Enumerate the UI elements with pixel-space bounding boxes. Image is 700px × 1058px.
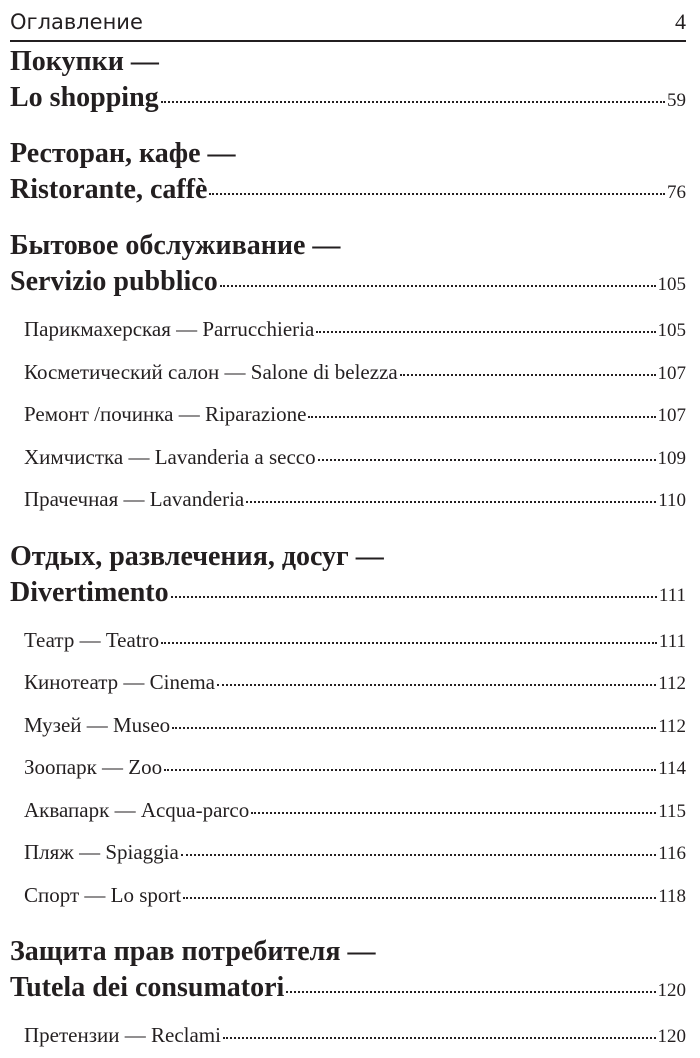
subsection-entry[interactable] [10,479,686,522]
section-title-it: Divertimento [10,576,169,608]
toc-section [10,934,686,1058]
subsection-list [10,309,686,522]
section-entry[interactable] [10,970,686,1009]
section-entry[interactable] [10,575,686,614]
toc-section [10,228,686,522]
section-page-number: 59 [667,90,686,111]
subsection-title: Зоопарк — Zoo [24,755,163,779]
section-title-ru: Бытовое обслуживание — [10,230,341,261]
subsection-entry[interactable] [10,875,686,918]
subsection-page-number: 120 [657,1026,686,1047]
table-of-contents [10,44,686,1058]
section-page-number: 76 [667,182,686,203]
dot-leader [171,596,657,598]
subsection-title: Косметический салон — Salone di belezza [24,359,398,384]
dot-leader [251,812,656,814]
subsection-title: Спорт — Lo sport [24,882,182,907]
dot-leader [246,501,656,503]
subsection-entry[interactable] [10,437,686,480]
page-number: 4 [675,9,686,34]
subsection-page-number: 112 [658,673,686,694]
subsection-entry[interactable] [10,309,686,352]
dot-leader [220,285,656,287]
dot-leader [164,769,656,771]
dot-leader [172,727,656,729]
toc-section [10,539,686,918]
subsection-title: Кинотеатр — Cinema [24,670,215,694]
subsection-entry[interactable] [10,620,686,663]
toc-section [10,44,686,119]
section-title-ru: Защита прав потребителя — [10,936,376,967]
section-entry[interactable] [10,172,686,211]
subsection-title: Претензии — Reclami [24,1023,221,1047]
section-title-it: Ristorante, caffè [10,174,208,205]
subsection-page-number: 115 [658,800,686,822]
section-page-number: 111 [658,584,686,606]
toc-section [10,136,686,211]
subsection-page-number: 107 [657,362,686,384]
dot-leader [217,684,656,686]
dot-leader [181,854,656,856]
subsection-title: Ремонт /починка — Riparazione [24,402,307,426]
subsection-entry[interactable] [10,1015,686,1058]
subsection-entry[interactable] [10,352,686,395]
dot-leader [286,991,655,993]
dot-leader [318,459,656,461]
subsection-title: Парикмахерская — Parrucchieria [24,317,315,341]
section-page-number: 105 [657,274,686,295]
subsection-page-number: 114 [658,758,686,779]
section-title-it: Servizio pubblico [10,266,218,297]
subsection-title: Пляж — Spiaggia [24,840,179,864]
subsection-entry[interactable] [10,747,686,790]
section-title-it: Lo shopping [10,82,159,113]
dot-leader [223,1037,656,1039]
dot-leader [400,374,656,376]
section-title-ru: Ресторан, кафе — [10,138,236,169]
dot-leader [308,416,655,418]
subsection-title: Аквапарк — Acqua-parco [24,797,250,822]
subsection-page-number: 116 [658,843,686,864]
dot-leader [209,193,665,195]
section-title-it: Tutela dei consumatori [10,972,285,1003]
section-title-ru: Отдых, развлечения, досуг — [10,540,384,572]
running-header-title: Оглавление [10,10,143,34]
subsection-title: Химчистка — Lavanderia a secco [24,444,316,469]
section-entry[interactable] [10,80,686,119]
subsection-page-number: 109 [657,447,686,469]
subsection-list [10,620,686,918]
subsection-list [10,1015,686,1058]
dot-leader [316,331,655,333]
subsection-page-number: 118 [658,885,686,907]
subsection-page-number: 112 [658,715,686,737]
subsection-title: Театр — Teatro [24,627,160,652]
section-page-number: 120 [657,980,686,1001]
subsection-entry[interactable] [10,394,686,437]
dot-leader [161,101,665,103]
subsection-page-number: 110 [658,490,686,511]
subsection-page-number: 107 [657,405,686,426]
subsection-page-number: 105 [657,320,686,341]
subsection-page-number: 111 [658,630,686,652]
subsection-entry[interactable] [10,790,686,833]
subsection-entry[interactable] [10,662,686,705]
section-title-ru: Покупки — [10,46,159,77]
running-header [10,8,686,42]
dot-leader [161,642,657,644]
subsection-title: Прачечная — Lavanderia [24,487,245,511]
subsection-title: Музей — Museo [24,712,171,737]
subsection-entry[interactable] [10,832,686,875]
section-entry[interactable] [10,264,686,303]
dot-leader [183,897,656,899]
subsection-entry[interactable] [10,705,686,748]
